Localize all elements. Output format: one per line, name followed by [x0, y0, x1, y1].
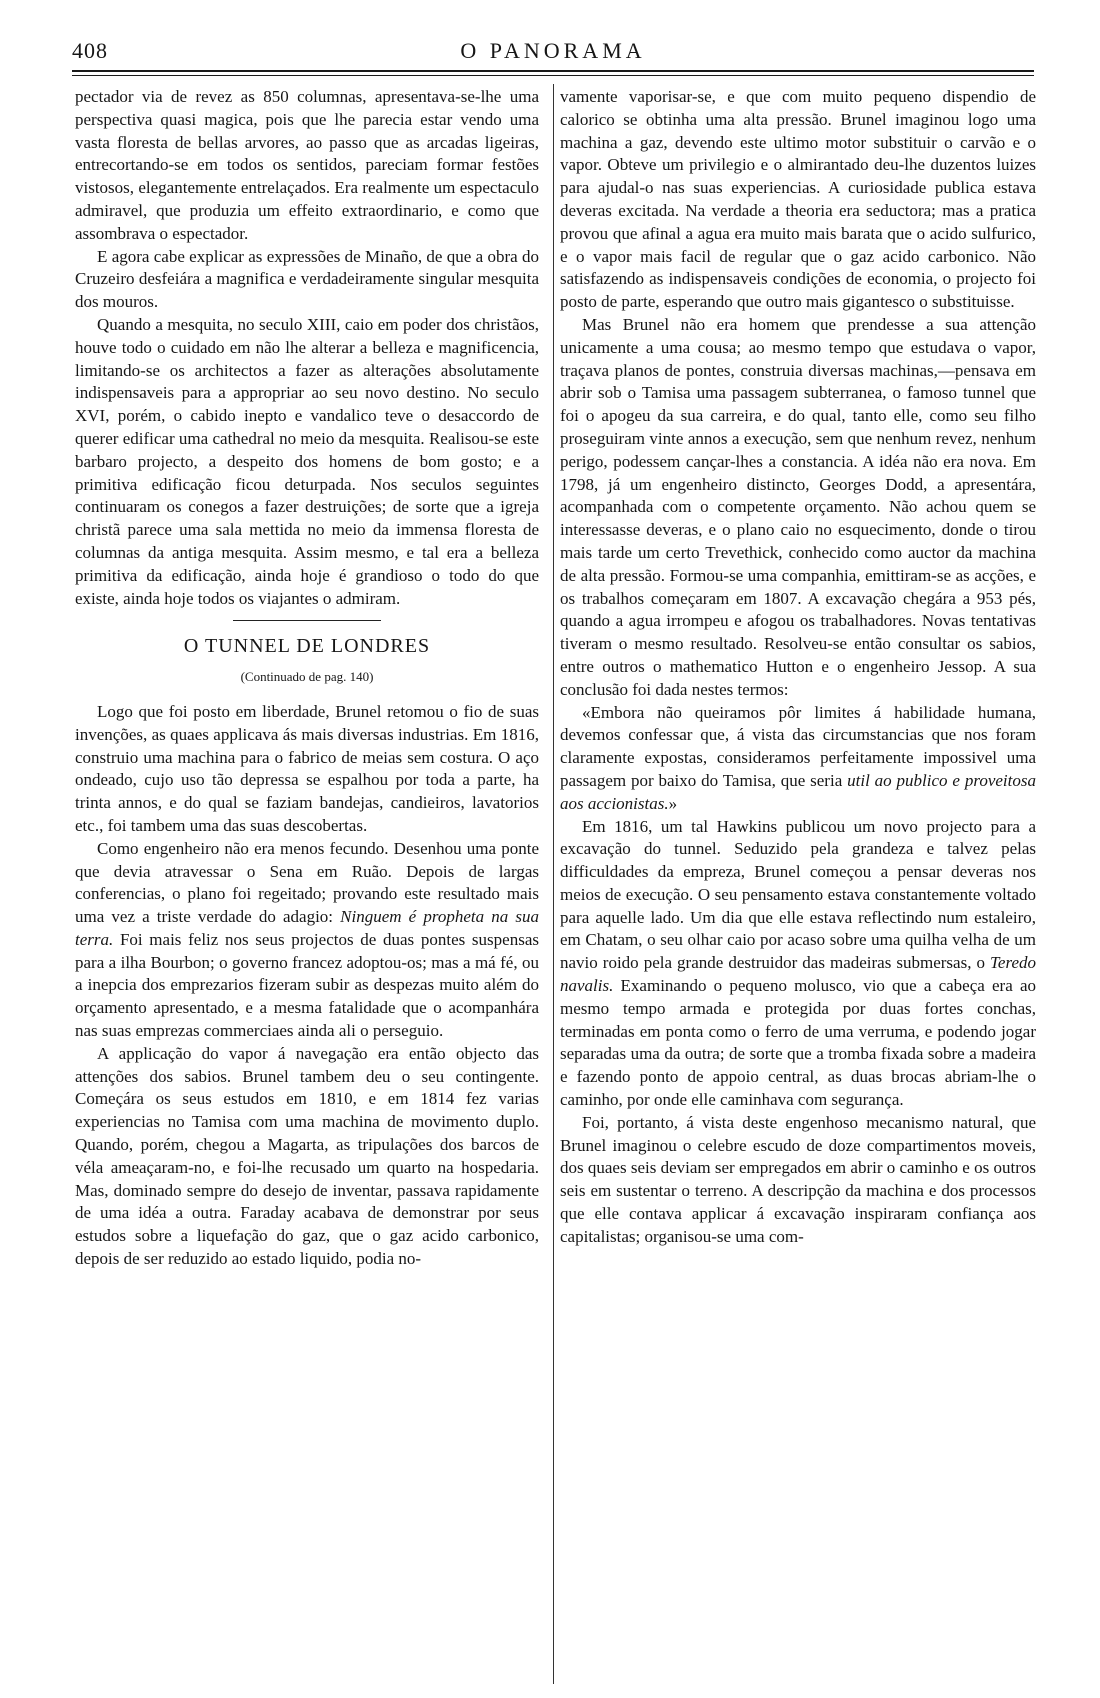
text-run: Como engenheiro não era menos fecundo. Desenhou uma ponte que devia atravessar o Sena em Ruão. Depois de largas conferencias, o plano foi regeitado; provando este resultado mais uma vez a triste verdade do adagio:: [75, 838, 539, 927]
text-run: Examinando o pequeno molusco, vio que a cabeça era ao mesmo tempo armada e protegida por duas fortes conchas, terminadas em ponta como o ferro de uma verruma, e podendo jogar separadas uma da outra; de sorte que a tromba fixada sobre a madeira e fazendo ponto de appoio central, as duas brocas abriam-lhe o caminho, por onde elle caminhava com segurança.: [560, 976, 1036, 1110]
quotation-paragraph: [560, 702, 1036, 816]
article-paragraph: pectador via de revez as 850 columnas, apresentava-se-lhe uma perspectiva quasi magica, pois que lhe parecia estar vendo uma vasta floresta de bellas arvores, ao passo que as arcadas ligeiras, entrecortando-se em todos os sentidos, pareciam formar festões vistosos, elegantemente entrelaçados. Era realmente um espectaculo admiravel, que produzia um effeito extraordinario, e como que assombrava o espectador.: [75, 87, 539, 243]
header-rule-thin: [72, 75, 1034, 76]
article-paragraph: Logo que foi posto em liberdade, Brunel retomou o fio de suas invenções, as quaes applicava ás mais diversas industrias. Em 1816, construio uma machina para o fabrico de meias sem costura. O aço ondeado, cujo uso tão depressa se espalhou por toda a parte, ha trinta annos, e do qual se faziam bandejas, candieiros, lavatorios etc., foi tambem uma das suas descobertas.: [75, 701, 539, 835]
page-number: 408: [72, 38, 108, 63]
section-divider: [233, 620, 381, 621]
article-paragraph: Quando a mesquita, no seculo XIII, caio em poder dos christãos, houve todo o cuidado em não lhe alterar a belleza e magnificencia, limitando-se os architectos a fazer as alterações absolutamente indispensaveis para a appropriar ao seu novo destino. No seculo XVI, porém, o cabido inepto e vandalico teve o desaccordo de querer edificar uma cathedral no meio da mesquita. Realisou-se este barbaro projecto, a despeito dos homens de bom gosto; e a primitiva edificação ficou deturpada. Nos seculos seguintes continuaram os conegos a fazer destruições; de sorte que a igreja christã parece uma sala mettida no meio da immensa floresta de columnas da antiga mesquita. Assim mesmo, e tal era a belleza primitiva da edificação, ainda hoje é grandioso o todo do que existe, ainda hoje todos os viajantes o admiram.: [75, 314, 539, 608]
journal-title: O PANORAMA: [460, 38, 646, 63]
article-paragraph: A applicação do vapor á navegação era então objecto das attenções dos sabios. Brunel tambem deu o seu contingente. Começára os seus estudos em 1810, e em 1814 fez varias experiencias no Tamisa com uma machina de movimento duplo. Quando, porém, chegou a Magarta, as tripulações dos barcos de véla ameaçaram-no, e foi-lhe recusado um quarto na hospedaria. Mas, dominado sempre do desejo de inventar, passava rapidamente de uma idéa a outra. Faraday acabava de demonstrar por seus estudos sobre a liquefação do gaz, que o gaz acido carbonico, depois de ser reduzido ao estado liquido, podia no-: [75, 1043, 539, 1269]
article-paragraph: [75, 838, 539, 1043]
text-run: Em 1816, um tal Hawkins publicou um novo projecto para a excavação do tunnel. Seduzido pela grandeza e talvez pelas difficuldades da empreza, Brunel começou a pensar deveras nos meios de execução. O seu pensamento estava constantemente voltado para aquelle lado. Um dia que elle estava reflectindo num estaleiro, em Chatam, o seu olhar caio por acaso sobre uma quilha velha de um navio roido pela grande destruidor das madeiras submersas, o: [560, 816, 1036, 973]
article-paragraph: vamente vaporisar-se, e que com muito pequeno dispendio de calorico se obtinha uma alta pressão. Brunel imaginou logo uma machina a gaz, devendo este ultimo motor substituir o carvão e o vapor. Obteve um privilegio e o almirantado deu-lhe duzentos luizes para ajudal-o nas suas experiencias. A curiosidade publica estava deveras excitada. Na verdade a theoria era seductora; mas a pratica provou que afinal a agua era muito mais barata que o acido sulfurico, e o vapor mais facil de regular que o gaz acido carbonico. Não satisfazendo as indispensaveis condições de economia, o projecto foi posto de parte, esperando que outro mais gigantesco o substituisse.: [560, 87, 1036, 312]
article-paragraph: [560, 816, 1036, 1112]
italic-species-name: Teredo navalis.: [560, 953, 1036, 996]
text-run: «Embora não queiramos pôr limites á habilidade humana, devemos confessar que, á vista das circumstancias que nos foram claramente expostas, consideramos perfeitamente impossivel uma passagem por baixo do Tamisa, que seria: [560, 702, 1036, 790]
text-run: »: [668, 793, 678, 813]
column-divider: [553, 84, 554, 1684]
section-subtitle: (Continuado de pag. 140): [240, 669, 374, 685]
header-rule-thick: [72, 70, 1034, 72]
italic-proverb: Ninguem é propheta na sua terra.: [75, 907, 539, 949]
text-run: Foi mais feliz nos seus projectos de duas pontes suspensas para a ilha Bourbon; o governo francez adoptou-os; mas a má fé, ou a inepcia dos emprezarios fizeram subir as despezas muito além do orçamento apresentado, e a mesma fatalidade que o acompanhára nas suas emprezas commerciaes ainda ali o perseguio.: [75, 929, 539, 1041]
page-header: [72, 38, 1034, 70]
left-column: [75, 86, 539, 1271]
section-title: O TUNNEL DE LONDRES: [183, 635, 431, 658]
article-paragraph: E agora cabe explicar as expressões de Minaño, de que a obra do Cruzeiro desfeiára a magnifica e verdadeiramente singular mesquita dos mouros.: [75, 246, 539, 312]
article-paragraph: Mas Brunel não era homem que prendesse a sua attenção unicamente a uma cousa; ao mesmo tempo que estudava o vapor, traçava planos de pontes, construia diversas machinas,—pensava em abrir sob o Tamisa uma passagem subterranea, o famoso tunnel que foi o apogeu da sua carreira, e do qual, tanto elle, como seu filho proseguiram vinte annos a execução, sem que nenhum revez, nenhum perigo, podessem cançar-lhes a constancia. A idéa não era nova. Em 1798, já um engenheiro distincto, Georges Dodd, a apresentára, acompanhada com o competente orçamento. Não achou quem se interessasse deveras, e o plano caio no esquecimento, donde o tirou mais tarde um certo Trevethick, conhecido como auctor da machina de alta pressão. Formou-se uma companhia, emittiram-se as acções, e os trabalhos começaram em 1807. A excavação chegára a 953 pés, quando a agua irrompeu e afogou os trabalhadores. Novas tentativas tiveram o mesmo resultado. Resolveu-se então consultar os sabios, entre outros o mathematico Hutton e o engenheiro Jessop. A sua conclusão foi dada nestes termos:: [560, 314, 1036, 699]
italic-quote: util ao publico e proveitosa aos accionistas.: [560, 770, 1036, 813]
article-paragraph: Foi, portanto, á vista deste engenhoso mecanismo natural, que Brunel imaginou o celebre escudo de doze compartimentos moveis, dos quaes seis deviam ser empregados em abrir o caminho e os outros seis em sustentar o terreno. A descripção da machina e dos processos que elle contava applicar á excavação inspiraram confiança aos capitalistas; organisou-se uma com-: [560, 1112, 1036, 1246]
right-column: [560, 86, 1036, 1249]
